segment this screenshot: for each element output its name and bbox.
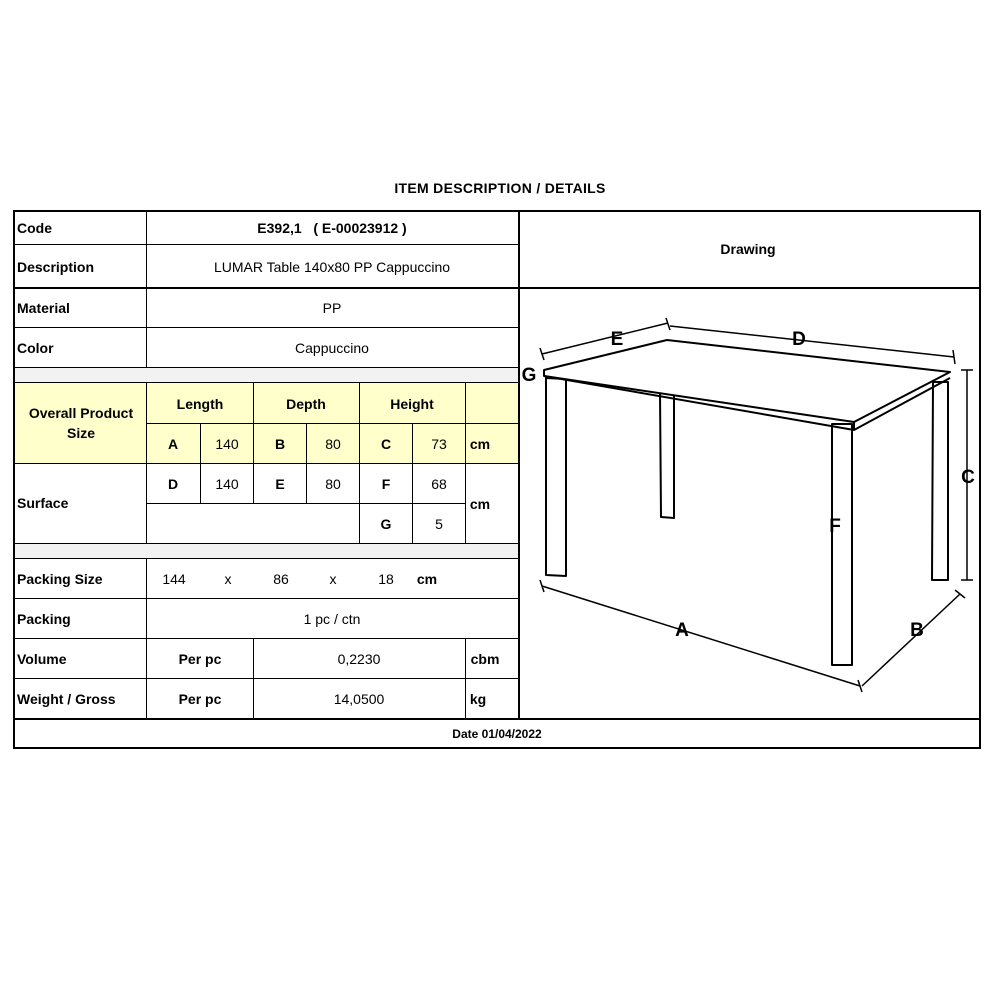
packing-times-2: x — [329, 571, 337, 587]
dim-value-c: 73 — [431, 436, 447, 452]
dim-label-e: E — [275, 476, 285, 492]
packing-height: 18 — [378, 571, 394, 587]
code-label: Code — [17, 220, 52, 236]
dim-value-d: 140 — [215, 476, 239, 492]
weight-unit: kg — [469, 691, 487, 707]
packing-size-unit: cm — [416, 571, 438, 587]
column-divider — [359, 382, 360, 544]
drawing-label: Drawing — [720, 241, 776, 257]
spacer-band — [15, 544, 518, 558]
column-divider — [465, 382, 466, 544]
column-divider — [146, 382, 147, 544]
dim-label-f: F — [381, 476, 391, 492]
volume-unit: cbm — [470, 651, 500, 667]
code-value: E392,1 ( E-00023912 ) — [257, 220, 407, 236]
dim-label-b: B — [274, 436, 286, 452]
table-leg-front-left — [546, 378, 566, 576]
drawing-letter-f: F — [829, 516, 841, 537]
material-value: PP — [322, 300, 342, 316]
volume-label: Volume — [17, 651, 67, 667]
column-divider — [253, 638, 254, 719]
row-divider — [13, 718, 981, 720]
dim-value-f: 68 — [431, 476, 447, 492]
volume-value: 0,2230 — [337, 651, 381, 667]
drawing-letter-a: A — [675, 620, 689, 641]
column-divider — [465, 638, 466, 719]
drawing-letter-e: E — [610, 329, 624, 350]
overall-unit: cm — [469, 436, 491, 452]
weight-value: 14,0500 — [333, 691, 385, 707]
row-divider — [147, 423, 519, 424]
row-divider — [13, 598, 519, 599]
row-divider — [13, 382, 519, 383]
column-divider — [412, 423, 413, 544]
dim-value-a: 140 — [215, 436, 239, 452]
column-divider — [146, 558, 147, 719]
drawing-letter-d: D — [792, 329, 806, 350]
row-divider — [13, 638, 519, 639]
row-divider — [13, 463, 519, 464]
row-divider — [13, 327, 519, 328]
dim-label-a: A — [167, 436, 179, 452]
dim-value-e: 80 — [325, 476, 341, 492]
document-title: ITEM DESCRIPTION / DETAILS — [394, 180, 606, 196]
packing-width: 86 — [273, 571, 289, 587]
column-divider — [200, 423, 201, 504]
packing-size-label: Packing Size — [17, 571, 103, 587]
row-divider — [13, 367, 519, 368]
surface-unit: cm — [469, 496, 491, 512]
date-footer: Date 01/04/2022 — [452, 727, 542, 741]
color-label: Color — [17, 340, 54, 356]
column-divider — [146, 210, 147, 368]
dim-value-b: 80 — [325, 436, 341, 452]
depth-header: Depth — [286, 396, 326, 412]
dim-value-g: 5 — [435, 516, 443, 532]
dim-label-g: G — [380, 516, 392, 532]
tabletop — [544, 340, 950, 422]
dim-label-c: C — [380, 436, 392, 452]
table-drawing — [520, 290, 980, 718]
description-value: LUMAR Table 140x80 PP Cappuccino — [213, 259, 451, 275]
material-label: Material — [17, 300, 70, 316]
dimension-line-a — [542, 586, 860, 686]
row-divider — [13, 287, 981, 289]
column-divider — [253, 382, 254, 504]
column-divider — [306, 423, 307, 504]
dim-label-d: D — [167, 476, 179, 492]
row-divider — [13, 558, 519, 559]
table-leg-back-right — [932, 382, 948, 580]
table-leg-back-left — [660, 392, 674, 518]
color-value: Cappuccino — [295, 340, 369, 356]
description-label: Description — [17, 259, 95, 275]
drawing-letter-b: B — [910, 620, 924, 641]
row-divider — [13, 543, 519, 544]
packing-value: 1 pc / ctn — [303, 611, 361, 627]
overall-size-label: Overall Product Size — [28, 405, 134, 441]
weight-label: Weight / Gross — [17, 691, 116, 707]
drawing-letter-g: G — [521, 365, 537, 386]
packing-length: 144 — [162, 571, 186, 587]
height-header: Height — [390, 396, 434, 412]
spacer-band — [15, 368, 518, 382]
table-leg-front-right — [832, 424, 852, 665]
packing-times-1: x — [224, 571, 232, 587]
drawing-letter-c: C — [961, 467, 975, 488]
length-header: Length — [176, 396, 224, 412]
dimension-tick — [953, 350, 955, 364]
surface-label: Surface — [17, 495, 69, 511]
row-divider — [13, 678, 519, 679]
weight-per: Per pc — [178, 691, 222, 707]
packing-label: Packing — [17, 611, 71, 627]
volume-per: Per pc — [178, 651, 222, 667]
row-divider — [13, 244, 519, 245]
